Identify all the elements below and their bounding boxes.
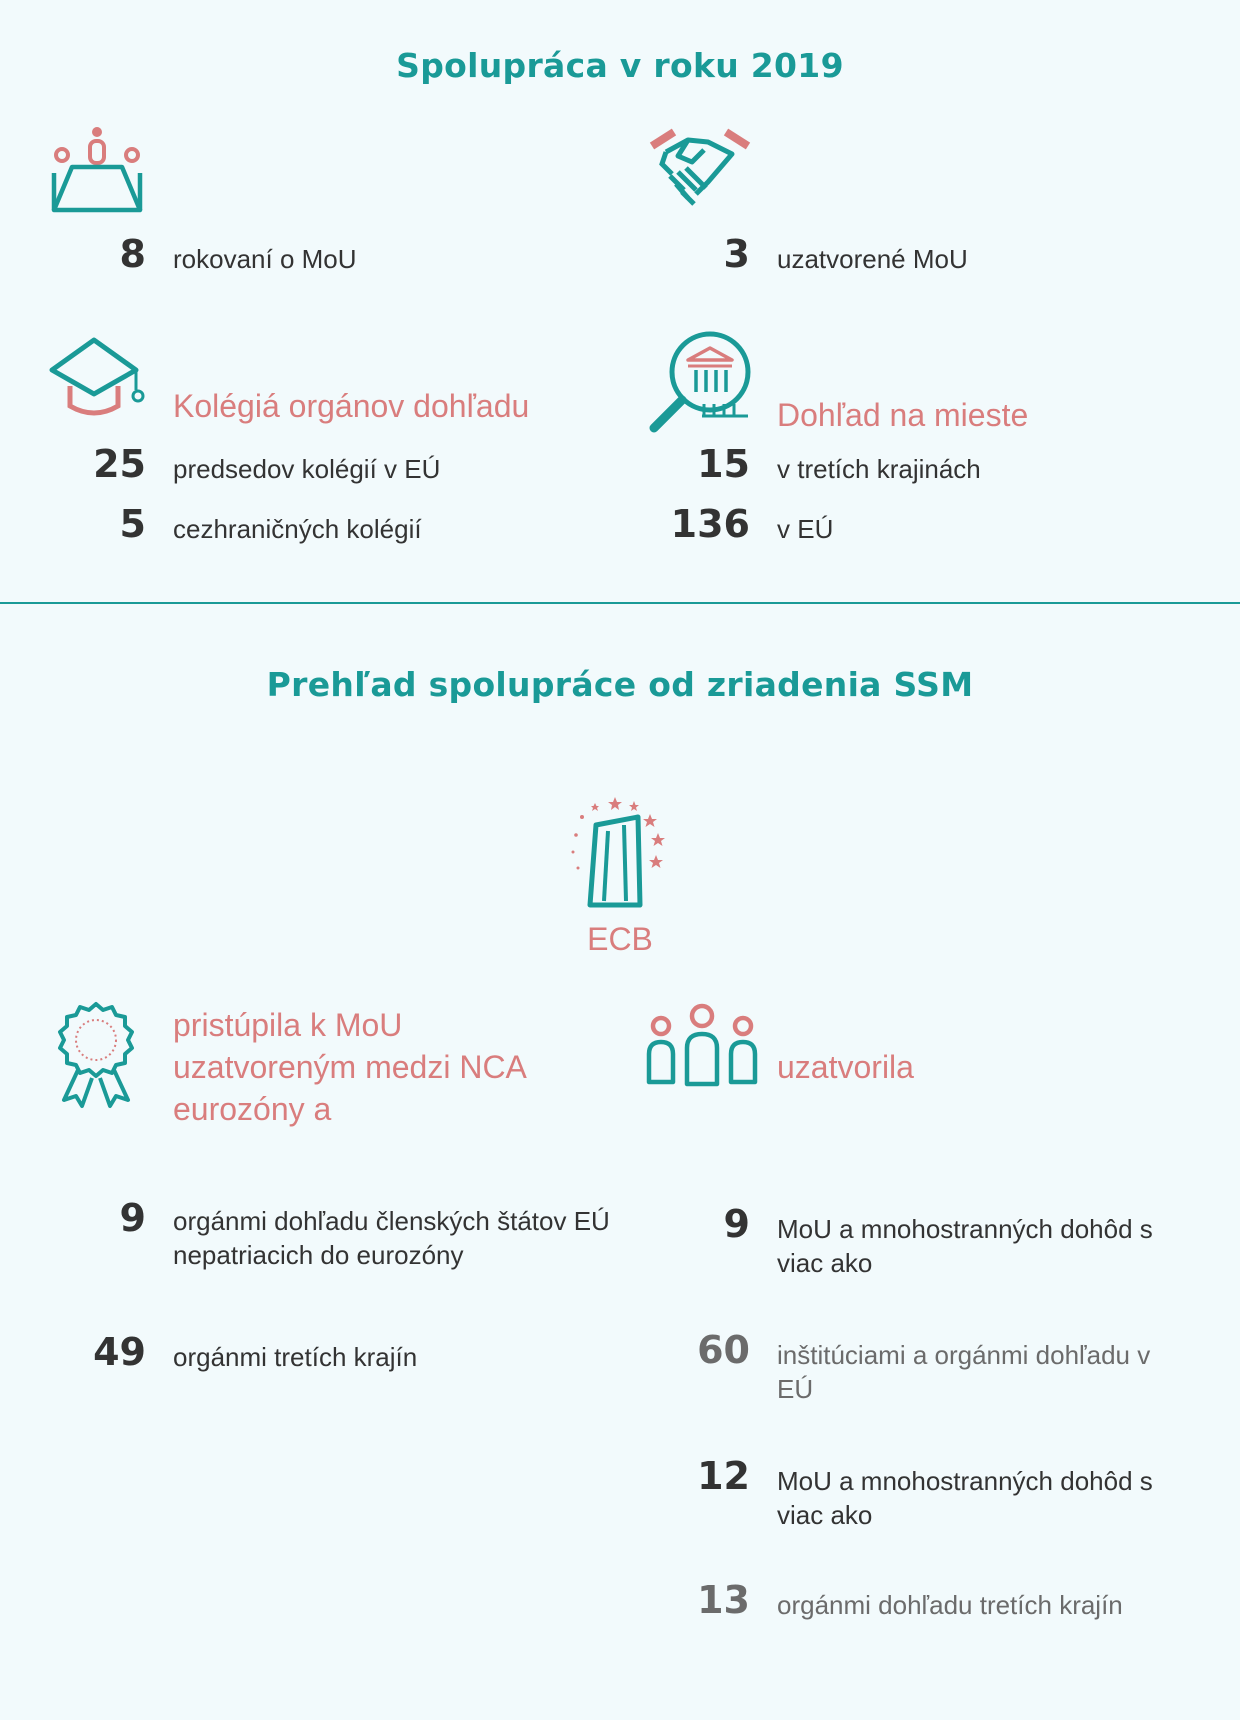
right-value-2: 60: [697, 1328, 750, 1372]
right-value-3: 12: [697, 1454, 750, 1498]
magnifier-building-icon: [648, 330, 753, 435]
colleges-heading: Kolégiá orgánov dohľadu: [173, 388, 530, 424]
left-heading: pristúpila k MoU uzatvoreným medzi NCA eurozóny a: [173, 1007, 526, 1127]
left-label-1: orgánmi dohľadu členských štátov EÚ nepatriacich do eurozóny: [173, 1206, 610, 1270]
concluded-label: uzatvorené MoU: [777, 244, 968, 274]
onsite-value-2: 136: [670, 502, 750, 546]
section2-title: Prehľad spolupráce od zriadenia SSM: [266, 665, 974, 704]
left-value-2: 49: [93, 1330, 146, 1374]
right-value-1: 9: [723, 1202, 750, 1246]
right-value-4: 13: [697, 1578, 750, 1622]
ecb-label: ECB: [587, 921, 653, 957]
right-label-3: MoU a mnohostranných dohôd s viac ako: [777, 1466, 1153, 1530]
negotiations-value: 8: [119, 232, 146, 276]
ecb-building-icon: [568, 795, 678, 910]
colleges-label-1: predsedov kolégií v EÚ: [173, 454, 441, 484]
colleges-value-1: 25: [93, 442, 146, 486]
left-label-2: orgánmi tretích krajín: [173, 1342, 418, 1372]
people-group-icon: [645, 1002, 760, 1092]
onsite-value-1: 15: [697, 442, 750, 486]
award-ribbon-icon: [56, 1000, 136, 1110]
left-value-1: 9: [119, 1196, 146, 1240]
onsite-heading: Dohľad na mieste: [777, 397, 1029, 433]
negotiations-label: rokovaní o MoU: [173, 244, 357, 274]
concluded-value: 3: [723, 232, 750, 276]
meeting-icon: [50, 125, 145, 215]
section-divider: [0, 602, 1240, 604]
onsite-label-1: v tretích krajinách: [777, 454, 981, 484]
graduation-cap-icon: [48, 336, 148, 426]
right-label-2: inštitúciami a orgánmi dohľadu v EÚ: [777, 1340, 1151, 1404]
section1-title: Spolupráca v roku 2019: [396, 46, 844, 85]
right-label-4: orgánmi dohľadu tretích krajín: [777, 1590, 1123, 1620]
right-label-1: MoU a mnohostranných dohôd s viac ako: [777, 1214, 1153, 1278]
colleges-value-2: 5: [119, 502, 146, 546]
colleges-label-2: cezhraničných kolégií: [173, 514, 422, 544]
onsite-label-2: v EÚ: [777, 514, 834, 544]
right-heading: uzatvorila: [777, 1049, 914, 1085]
handshake-icon: [648, 128, 753, 210]
